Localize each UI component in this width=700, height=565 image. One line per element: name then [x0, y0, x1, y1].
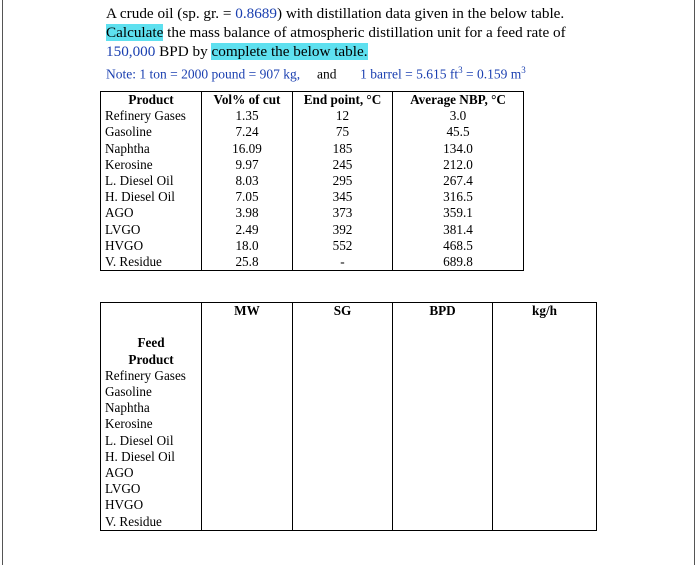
kgh-input-cell[interactable] [493, 449, 597, 465]
blank-cell [101, 319, 202, 335]
product-name-cell: V. Residue [101, 254, 202, 271]
header-average-nbp: Average NBP, °C [393, 92, 524, 109]
end-point-cell: 373 [293, 205, 393, 221]
blank-cell [393, 319, 493, 335]
problem-text: BPD by [155, 43, 212, 60]
product-name-cell: H. Diesel Oil [101, 449, 202, 465]
mw-input-cell[interactable] [202, 465, 293, 481]
note-conversion-barrel: 1 barrel = 5.615 ft [360, 66, 459, 82]
kgh-input-cell[interactable] [493, 481, 597, 497]
product-name-cell: Kerosine [101, 416, 202, 432]
vol-percent-cell: 3.98 [202, 205, 293, 221]
header-mw: MW [202, 303, 293, 320]
kgh-input-cell[interactable] [493, 433, 597, 449]
product-name-cell: AGO [101, 205, 202, 221]
highlighted-calculate: Calculate [106, 24, 164, 41]
problem-line-2 [106, 23, 601, 42]
note-superscript: 3 [458, 65, 463, 75]
product-name-cell: Naphtha [101, 141, 202, 157]
vol-percent-cell: 7.24 [202, 124, 293, 140]
mw-input-cell[interactable] [202, 384, 293, 400]
highlighted-instruction: complete the below table. [211, 43, 368, 60]
product-name-cell: H. Diesel Oil [101, 189, 202, 205]
mw-input-cell[interactable] [202, 433, 293, 449]
problem-text: A crude oil (sp. gr. = [106, 5, 236, 22]
table-row [101, 205, 524, 221]
sg-input-cell[interactable] [293, 384, 393, 400]
product-name-cell: HVGO [101, 497, 202, 513]
bpd-input-cell[interactable] [393, 400, 493, 416]
kgh-input-cell[interactable] [493, 497, 597, 513]
problem-line-3 [106, 42, 601, 61]
product-name-cell: Gasoline [101, 124, 202, 140]
blank-cell [202, 319, 293, 335]
product-name-cell: LVGO [101, 481, 202, 497]
problem-line-1 [106, 4, 601, 23]
product-name-cell: L. Diesel Oil [101, 433, 202, 449]
table-row [101, 173, 524, 189]
vol-percent-cell: 16.09 [202, 141, 293, 157]
blank-cell [493, 319, 597, 335]
table-row [101, 189, 524, 205]
table-row [101, 384, 597, 400]
feed-sg-cell[interactable] [293, 335, 393, 351]
average-nbp-cell: 134.0 [393, 141, 524, 157]
product-name-cell: V. Residue [101, 513, 202, 530]
end-point-cell: - [293, 254, 393, 271]
bpd-input-cell[interactable] [393, 416, 493, 432]
table-row [101, 254, 524, 271]
table-row [101, 497, 597, 513]
table-row [101, 157, 524, 173]
bpd-input-cell[interactable] [393, 497, 493, 513]
sg-input-cell[interactable] [293, 449, 393, 465]
average-nbp-cell: 45.5 [393, 124, 524, 140]
mw-input-cell[interactable] [202, 416, 293, 432]
end-point-cell: 185 [293, 141, 393, 157]
vol-percent-cell: 8.03 [202, 173, 293, 189]
header-kgh: kg/h [493, 303, 597, 320]
mw-input-cell[interactable] [202, 449, 293, 465]
bpd-input-cell[interactable] [393, 481, 493, 497]
product-label: Product [101, 352, 202, 368]
average-nbp-cell: 212.0 [393, 157, 524, 173]
table-row [101, 433, 597, 449]
sg-input-cell[interactable] [293, 513, 393, 530]
blank-cell [493, 352, 597, 368]
kgh-input-cell[interactable] [493, 400, 597, 416]
note-and: and [316, 66, 337, 82]
sg-input-cell[interactable] [293, 400, 393, 416]
average-nbp-cell: 267.4 [393, 173, 524, 189]
product-name-cell: HVGO [101, 238, 202, 254]
bpd-input-cell[interactable] [393, 384, 493, 400]
table-header-row [101, 92, 524, 109]
header-bpd: BPD [393, 303, 493, 320]
end-point-cell: 392 [293, 222, 393, 238]
kgh-input-cell[interactable] [493, 513, 597, 530]
vol-percent-cell: 25.8 [202, 254, 293, 271]
note-conversion-ton: Note: 1 ton = 2000 pound = 907 kg, [106, 66, 301, 82]
table-row [101, 400, 597, 416]
blank-cell [293, 352, 393, 368]
product-name-cell: Gasoline [101, 384, 202, 400]
table-row [101, 222, 524, 238]
sg-input-cell[interactable] [293, 416, 393, 432]
sg-input-cell[interactable] [293, 465, 393, 481]
average-nbp-cell: 468.5 [393, 238, 524, 254]
mw-input-cell[interactable] [202, 497, 293, 513]
product-name-cell: Kerosine [101, 157, 202, 173]
table-row [101, 416, 597, 432]
kgh-input-cell[interactable] [493, 384, 597, 400]
end-point-cell: 552 [293, 238, 393, 254]
problem-text: the mass balance of atmospheric distillation unit for a feed rate of [163, 24, 566, 41]
table-row [101, 513, 597, 530]
end-point-cell: 295 [293, 173, 393, 189]
distillation-data-table [100, 91, 524, 271]
end-point-cell: 345 [293, 189, 393, 205]
sg-input-cell[interactable] [293, 433, 393, 449]
product-name-cell: Refinery Gases [101, 108, 202, 124]
end-point-cell: 12 [293, 108, 393, 124]
header-vol-percent: Vol% of cut [202, 92, 293, 109]
bpd-input-cell[interactable] [393, 513, 493, 530]
table-row [101, 481, 597, 497]
bpd-input-cell[interactable] [393, 433, 493, 449]
kgh-input-cell[interactable] [493, 368, 597, 384]
product-name-cell: Naphtha [101, 400, 202, 416]
table-header-row [101, 303, 597, 320]
feed-rate-value: 150,000 [106, 43, 156, 60]
header-sg: SG [293, 303, 393, 320]
right-border-line [694, 0, 695, 565]
note-superscript: 3 [521, 65, 526, 75]
feed-mw-cell[interactable] [202, 335, 293, 351]
vol-percent-cell: 2.49 [202, 222, 293, 238]
vol-percent-cell: 7.05 [202, 189, 293, 205]
note-conversion-m3: = 0.159 m [462, 66, 522, 82]
product-name-cell: L. Diesel Oil [101, 173, 202, 189]
end-point-cell: 75 [293, 124, 393, 140]
table-row-feed [101, 335, 597, 351]
header-end-point: End point, °C [293, 92, 393, 109]
average-nbp-cell: 316.5 [393, 189, 524, 205]
kgh-input-cell[interactable] [493, 465, 597, 481]
sg-input-cell[interactable] [293, 497, 393, 513]
header-blank [101, 303, 202, 320]
product-name-cell: LVGO [101, 222, 202, 238]
table-row [101, 124, 524, 140]
sg-input-cell[interactable] [293, 368, 393, 384]
problem-statement [106, 4, 601, 84]
mw-input-cell[interactable] [202, 400, 293, 416]
vol-percent-cell: 18.0 [202, 238, 293, 254]
end-point-cell: 245 [293, 157, 393, 173]
table-row [101, 368, 597, 384]
mw-input-cell[interactable] [202, 368, 293, 384]
average-nbp-cell: 689.8 [393, 254, 524, 271]
feed-label: Feed [101, 335, 202, 351]
product-name-cell: Refinery Gases [101, 368, 202, 384]
specific-gravity-value: 0.8689 [235, 5, 277, 22]
mass-balance-table [100, 302, 597, 531]
unit-note [106, 61, 601, 84]
feed-bpd-cell[interactable] [393, 335, 493, 351]
table-row-product-label [101, 352, 597, 368]
table-row-spacer [101, 319, 597, 335]
average-nbp-cell: 359.1 [393, 205, 524, 221]
blank-cell [393, 352, 493, 368]
product-name-cell: AGO [101, 465, 202, 481]
problem-text: ) with distillation data given in the below table. [276, 5, 565, 22]
feed-kgh-cell[interactable] [493, 335, 597, 351]
bpd-input-cell[interactable] [393, 449, 493, 465]
mw-input-cell[interactable] [202, 481, 293, 497]
sg-input-cell[interactable] [293, 481, 393, 497]
vol-percent-cell: 9.97 [202, 157, 293, 173]
vol-percent-cell: 1.35 [202, 108, 293, 124]
blank-cell [202, 352, 293, 368]
bpd-input-cell[interactable] [393, 465, 493, 481]
table-row [101, 108, 524, 124]
table-row [101, 238, 524, 254]
bpd-input-cell[interactable] [393, 368, 493, 384]
blank-cell [293, 319, 393, 335]
kgh-input-cell[interactable] [493, 416, 597, 432]
left-border-line [2, 0, 3, 565]
header-product: Product [101, 92, 202, 109]
table-row [101, 141, 524, 157]
table-row [101, 449, 597, 465]
average-nbp-cell: 3.0 [393, 108, 524, 124]
table-row [101, 465, 597, 481]
average-nbp-cell: 381.4 [393, 222, 524, 238]
mw-input-cell[interactable] [202, 513, 293, 530]
